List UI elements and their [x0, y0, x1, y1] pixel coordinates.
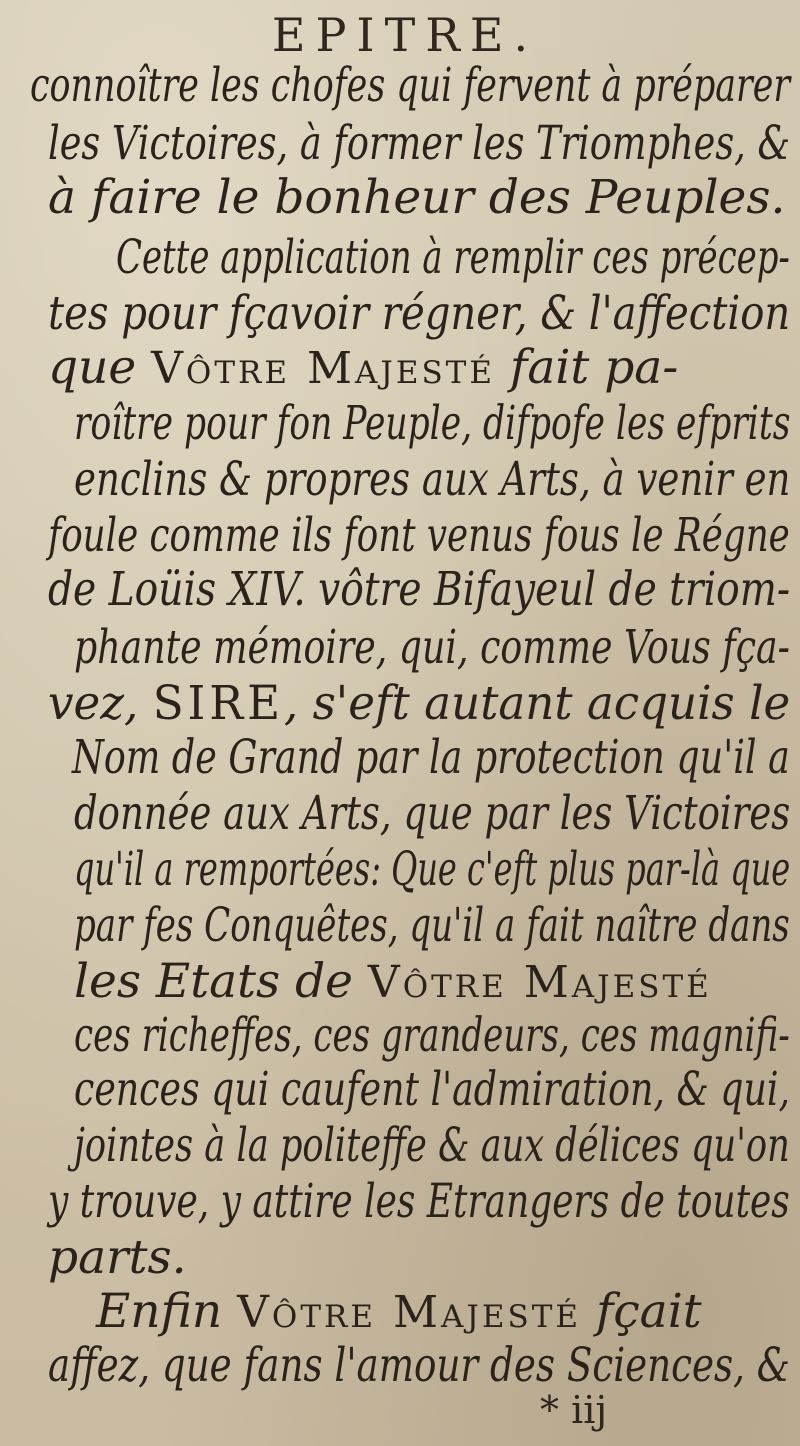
text-segment: par fes Conquêtes, qu'il a fait naître dans	[74, 898, 790, 953]
text-line-16	[74, 898, 790, 953]
text-segment: parts.	[48, 1230, 187, 1285]
sire-capitals: SIRE	[152, 676, 284, 731]
text-line-5	[48, 286, 791, 341]
text-segment: tes pour fçavoir régner, & l'affection	[48, 286, 791, 341]
text-segment: foule comme ils font venus fous le Régne	[48, 508, 790, 563]
text-segment: Nom de Grand par la protection qu'il a	[72, 730, 790, 785]
text-line-19	[74, 1062, 791, 1117]
text-segment: de Loüis XIV. vôtre Bifayeul de triom-	[48, 562, 791, 617]
text-line-14	[74, 786, 791, 841]
text-segment: que	[48, 340, 152, 395]
text-line-4	[116, 230, 790, 285]
running-head: EPITRE.	[271, 8, 539, 62]
text-line-17	[74, 954, 712, 1009]
text-line-24	[48, 1338, 790, 1393]
text-segment: y trouve, y attire les Etrangers de toutes	[48, 1174, 790, 1229]
text-line-22	[48, 1230, 187, 1285]
text-segment: à faire le bonheur des Peuples.	[48, 170, 786, 225]
text-line-18	[74, 1008, 790, 1063]
text-segment: fait pa-	[495, 340, 679, 395]
text-line-21	[48, 1174, 790, 1229]
text-line-8	[74, 452, 791, 507]
text-segment: fçait	[581, 1284, 702, 1339]
text-line-9	[48, 508, 790, 563]
text-segment: les Etats de	[74, 954, 368, 1009]
text-line-23	[96, 1284, 702, 1339]
text-line-7	[74, 396, 791, 451]
text-line-20	[74, 1118, 790, 1173]
text-segment: jointes à la politeffe & aux délices qu'on	[74, 1118, 790, 1173]
text-segment: connoître les chofes qui fervent à préparer	[30, 58, 791, 113]
text-segment: donnée aux Arts, que par les Victoires	[74, 786, 791, 841]
text-segment: vez,	[48, 676, 153, 731]
text-segment: ces richeffes, ces grandeurs, ces magnifi-	[74, 1008, 790, 1063]
text-line-1	[30, 58, 791, 113]
text-line-6	[48, 340, 679, 395]
text-segment: enclins & propres aux Arts, à venir en	[74, 452, 791, 507]
text-line-2	[48, 116, 791, 171]
text-line-12	[48, 676, 791, 731]
text-line-15	[74, 842, 791, 897]
text-segment: affez, que fans l'amour des Sciences, &	[48, 1338, 790, 1393]
text-segment: , s'eft autant acquis le	[283, 676, 791, 731]
text-line-10	[48, 562, 791, 617]
text-segment: cences qui caufent l'admiration, & qui,	[74, 1062, 791, 1117]
signature-mark: * iij	[540, 1388, 608, 1432]
text-segment: roître pour fon Peuple, difpofe les efprits	[74, 396, 791, 451]
text-segment: les Victoires, à former les Triomphes, &	[48, 116, 791, 171]
text-segment: qu'il a remportées: Que c'eft plus par-là que	[74, 842, 791, 897]
majesty-small-caps: Vôtre Majesté	[237, 1287, 582, 1338]
text-line-3	[48, 170, 786, 225]
text-line-11	[74, 620, 790, 675]
majesty-small-caps: Vôtre Majesté	[367, 957, 712, 1008]
text-segment: Enfin	[96, 1284, 238, 1339]
text-segment: phante mémoire, qui, comme Vous fça-	[74, 620, 790, 675]
text-line-13	[72, 730, 790, 785]
majesty-small-caps: Vôtre Majesté	[151, 343, 495, 394]
text-segment: Cette application à remplir ces précep-	[116, 230, 790, 285]
